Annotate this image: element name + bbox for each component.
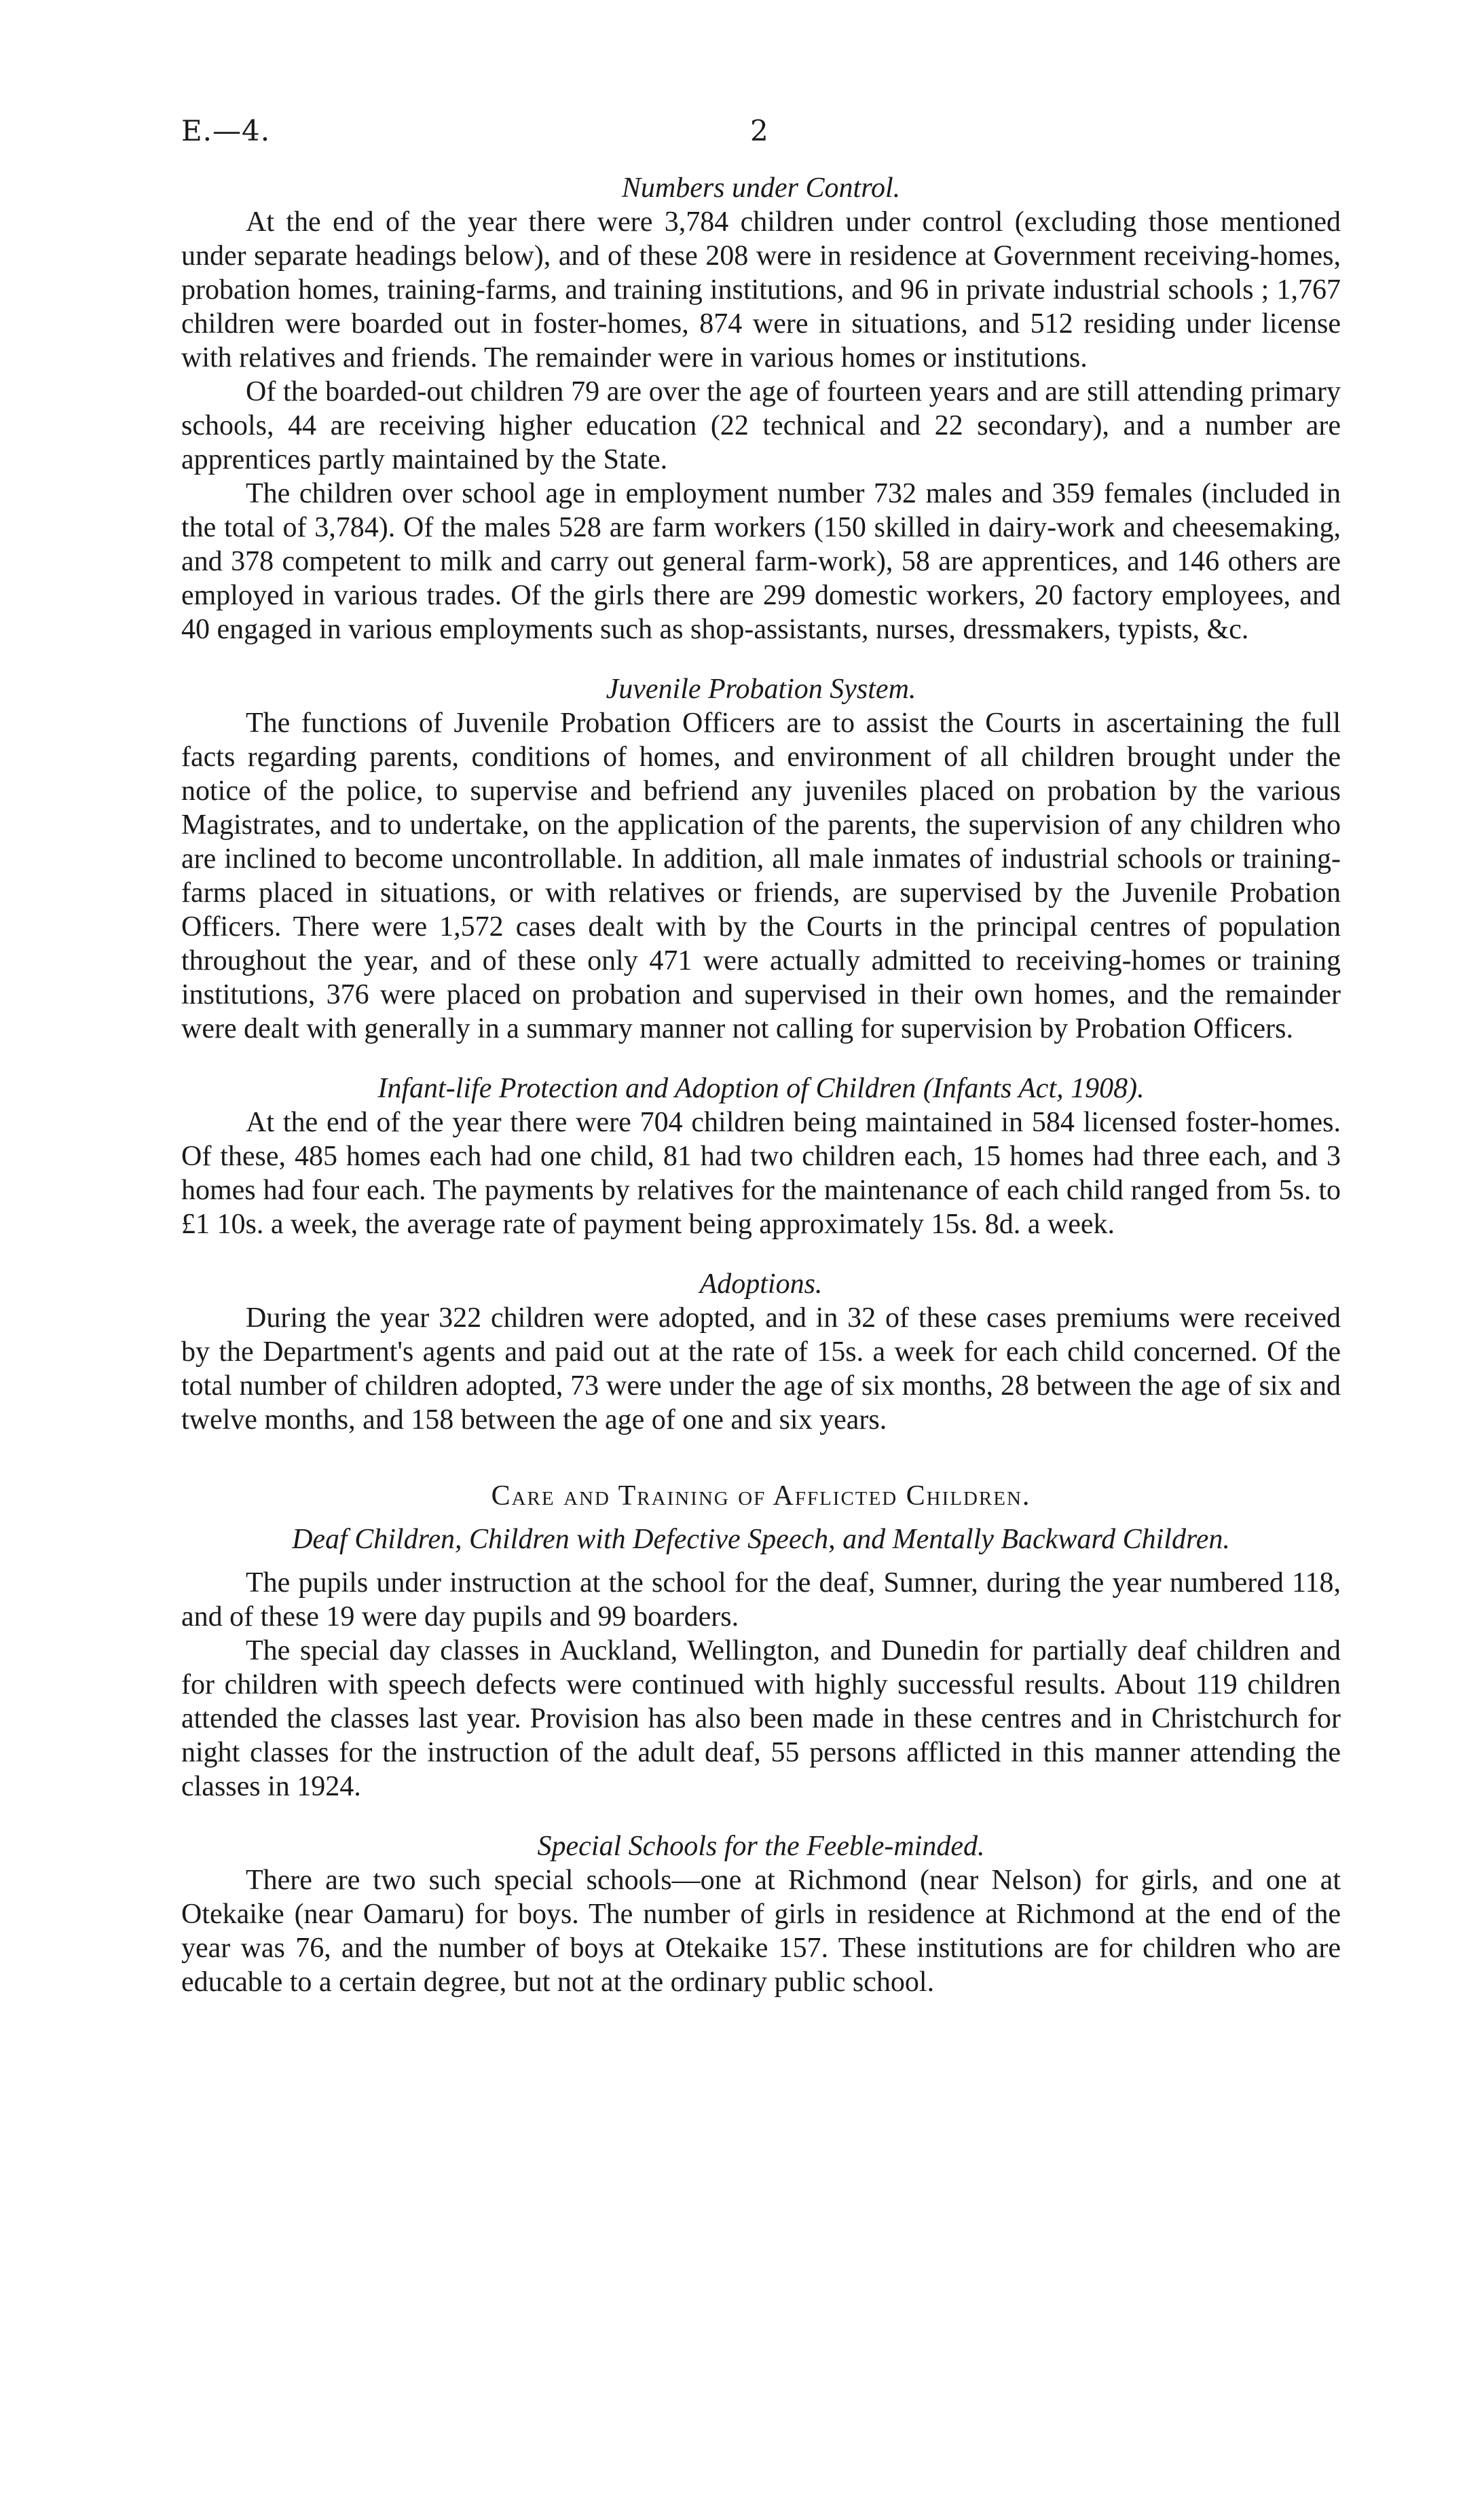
- section-heading-probation: Juvenile Probation System.: [606, 674, 916, 705]
- paragraph: Of the boarded-out children 79 are over the age of fourteen years and are still attending primary schools, 44 are receiving higher education (22 technical and 22 secondary), and a number are apprentices partly maintained by the State.: [181, 376, 1341, 475]
- section-heading-afflicted: Care and Training of Afflicted Children.: [491, 1480, 1031, 1512]
- paragraph: The special day classes in Auckland, Wellington, and Dunedin for partially deaf children and for children with speech defects were continued with highly successful results. About 119 children attended the classes last year. Provision has also been made in these centres and in Christchurch for night classes for the instruction of the adult deaf, 55 persons afflicted in this manner attending the classes in 1924.: [181, 1635, 1341, 1802]
- section-heading-numbers: Numbers under Control.: [621, 172, 901, 204]
- paragraph: The functions of Juvenile Probation Officers are to assist the Courts in ascertaining the full facts regarding parents, conditions of homes, and environment of all children brought under the notice of the police, to supervise and befriend any juveniles placed on probation by the various Magistrates, and to undertake, on the application of the parents, the supervision of any children who are inclined to become uncontrollable. In addition, all male inmates of industrial schools or training-farms placed in situations, or with relatives or friends, are supervised by the Juvenile Probation Officers. There were 1,572 cases dealt with by the Courts in the principal centres of population throughout the year, and of these only 471 were actually admitted to receiving-homes or training institutions, 376 were placed on probation and supervised in their own homes, and the remainder were dealt with generally in a summary manner not calling for supervision by Probation Officers.: [181, 708, 1341, 1044]
- paragraph: At the end of the year there were 3,784 children under control (excluding those mentioned under separate headings below), and of these 208 were in residence at Government receiving-homes, probation homes, training-farms, and training institutions, and 96 in private industrial schools ; 1,767 children were boarded out in foster-homes, 874 were in situations, and 512 residing under license with relatives and friends. The remainder were in various homes or institutions.: [181, 206, 1341, 373]
- section-heading-adoptions: Adoptions.: [699, 1268, 823, 1300]
- paragraph: The children over school age in employment number 732 males and 359 females (included in the total of 3,784). Of the males 528 are farm workers (150 skilled in dairy-work and cheesemaking, and 378 competent to milk and carry out general farm-work), 58 are apprentices, and 146 others are employed in various trades. Of the girls there are 299 domestic workers, 20 factory employees, and 40 engaged in various employments such as shop-assistants, nurses, dressmakers, typists, &c.: [181, 478, 1341, 645]
- page-number: 2: [750, 114, 768, 147]
- section-heading-infant-life: Infant-life Protection and Adoption of Children (Infants Act, 1908).: [377, 1073, 1145, 1104]
- section-heading-deaf: Deaf Children, Children with Defective Speech, and Mentally Backward Children.: [292, 1524, 1230, 1555]
- paragraph: At the end of the year there were 704 children being maintained in 584 licensed foster-homes. Of these, 485 homes each had one child, 81 had two children each, 15 homes had three each, and 3 homes had four each. The payments by relatives for the maintenance of each child ranged from 5s. to £1 10s. a week, the average rate of payment being approximately 15s. 8d. a week.: [181, 1107, 1341, 1240]
- paragraph: During the year 322 children were adopted, and in 32 of these cases premiums were received by the Department's agents and paid out at the rate of 15s. a week for each child concerned. Of the total number of children adopted, 73 were under the age of six months, 28 between the age of six and twelve months, and 158 between the age of one and six years.: [181, 1302, 1341, 1436]
- document-reference: E.—4.: [181, 114, 271, 147]
- paragraph: There are two such special schools—one at Richmond (near Nelson) for girls, and one at Otekaike (near Oamaru) for boys. The number of girls in residence at Richmond at the end of the year was 76, and the number of boys at Otekaike 157. These institutions are for children who are educable to a certain degree, but not at the ordinary public school.: [181, 1865, 1341, 1998]
- section-heading-feeble-minded: Special Schools for the Feeble-minded.: [537, 1831, 985, 1862]
- page-content: [181, 171, 1341, 1999]
- paragraph: The pupils under instruction at the school for the deaf, Sumner, during the year numbered 118, and of these 19 were day pupils and 99 boarders.: [181, 1567, 1341, 1632]
